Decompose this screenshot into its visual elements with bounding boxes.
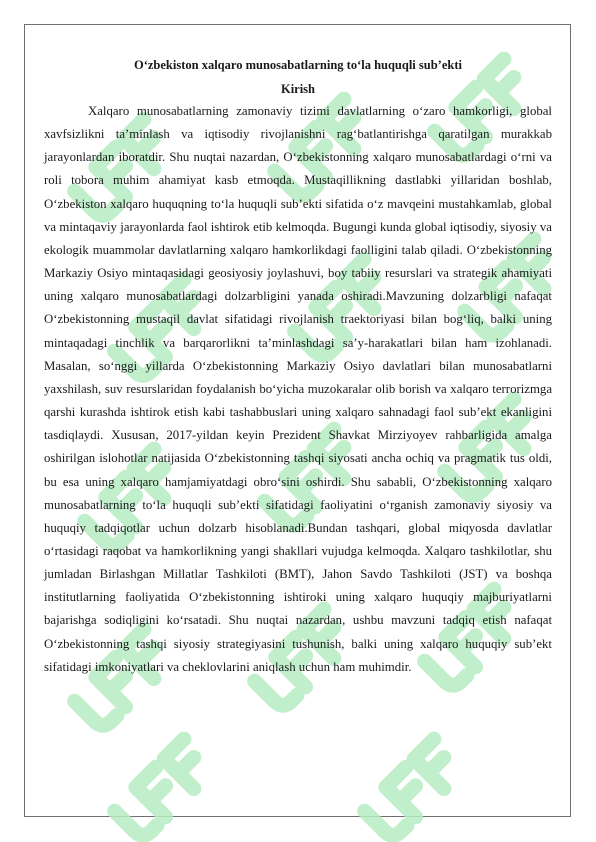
section-heading-introduction: Kirish <box>280 82 316 96</box>
document-title: O‘zbekiston xalqaro munosabatlarning to‘la huquqli sub’ekti <box>134 58 462 72</box>
introduction-paragraph: Xalqaro munosabatlarning zamonaviy tizimi davlatlarning o‘zaro hamkorligi, global xavfsizlikni ta’minlash va iqtisodiy rivojlanishni rag‘batlantirishga qaratilgan murakkab jarayonlardan iboratdir. Shu nuqtai nazardan, O‘zbekistonning xalqaro munosabatlardagi o‘rni va roli tobora muhim ahamiyat kasb etmoqda. Mustaqillikning dastlabki yillaridan boshlab, O‘zbekiston xalqaro huquqning to‘la huquqli sub’ekti sifatida o‘z mavqeini mustahkamlab, global va mintaqaviy jarayonlarda faol ishtirok etib kelmoqda. Bugungi kunda global iqtisodiy, siyosiy va ekologik muammolar davlatlarning xalqaro hamkorlikdagi faolligini talab qiladi. O‘zbekistonning Markaziy Osiyo mintaqasidagi geosiyosiy joylashuvi, boy tabiiy resurslari va strategik ahamiyati uning xalqaro munosabatlardagi dolzarbligini yanada oshiradi.Mavzuning dolzarbligi nafaqat O‘zbekistonning mustaqil davlat sifatidagi rivojlanish traektoriyasi bilan bog‘liq, balki uning mintaqadagi tinchlik va barqarorlikni ta’minlashdagi sa’y-harakatlari bilan ham izohlanadi. Masalan, so‘nggi yillarda O‘zbekistonning Markaziy Osiyo davlatlari bilan munosabatlarni yaxshilash, suv resurslaridan foydalanish bo‘yicha muzokaralar olib borish va xalqaro terrorizmga qarshi kurashda ishtirok etish kabi tashabbuslari uning xalqaro sahnadagi faol sub’ekt ekanligini tasdiqlaydi. Xususan, 2017-yildan keyin Prezident Shavkat Mirziyoyev rahbarligida amalga oshirilgan islohotlar natijasida O‘zbekistonning tashqi siyosati ancha ochiq va pragmatik tus oldi, bu esa uning xalqaro hamjamiyatdagi obro‘sini oshirdi. Shu sababli, O‘zbekistonning xalqaro munosabatlarning to‘la huquqli sub’ekti sifatidagi faoliyatini o‘rganish zamonaviy siyosiy va huquqiy tadqiqotlar uchun dolzarb hisoblanadi.Bundan tashqari, global miqyosda davlatlar o‘rtasidagi raqobat va hamkorlikning yangi shakllari vujudga kelmoqda. Xalqaro tashkilotlar, shu jumladan Birlashgan Millatlar Tashkiloti (BMT), Jahon Savdo Tashkiloti (JST) va boshqa institutlarning faoliyatida O‘zbekistonning ishtiroki uning xalqaro huquqiy majburiyatlarni bajarishga sodiqligini ko‘rsatadi. Shu nuqtai nazardan, ushbu mavzuni tadqiq etish nafaqat O‘zbekistonning tashqi siyosiy strategiyasini tushunish, balki uning xalqaro huquqiy sub’ekt sifatidagi imkoniyatlari va cheklovlarini aniqlash uchun ham muhimdir. <box>44 104 552 674</box>
document-body <box>44 56 552 679</box>
